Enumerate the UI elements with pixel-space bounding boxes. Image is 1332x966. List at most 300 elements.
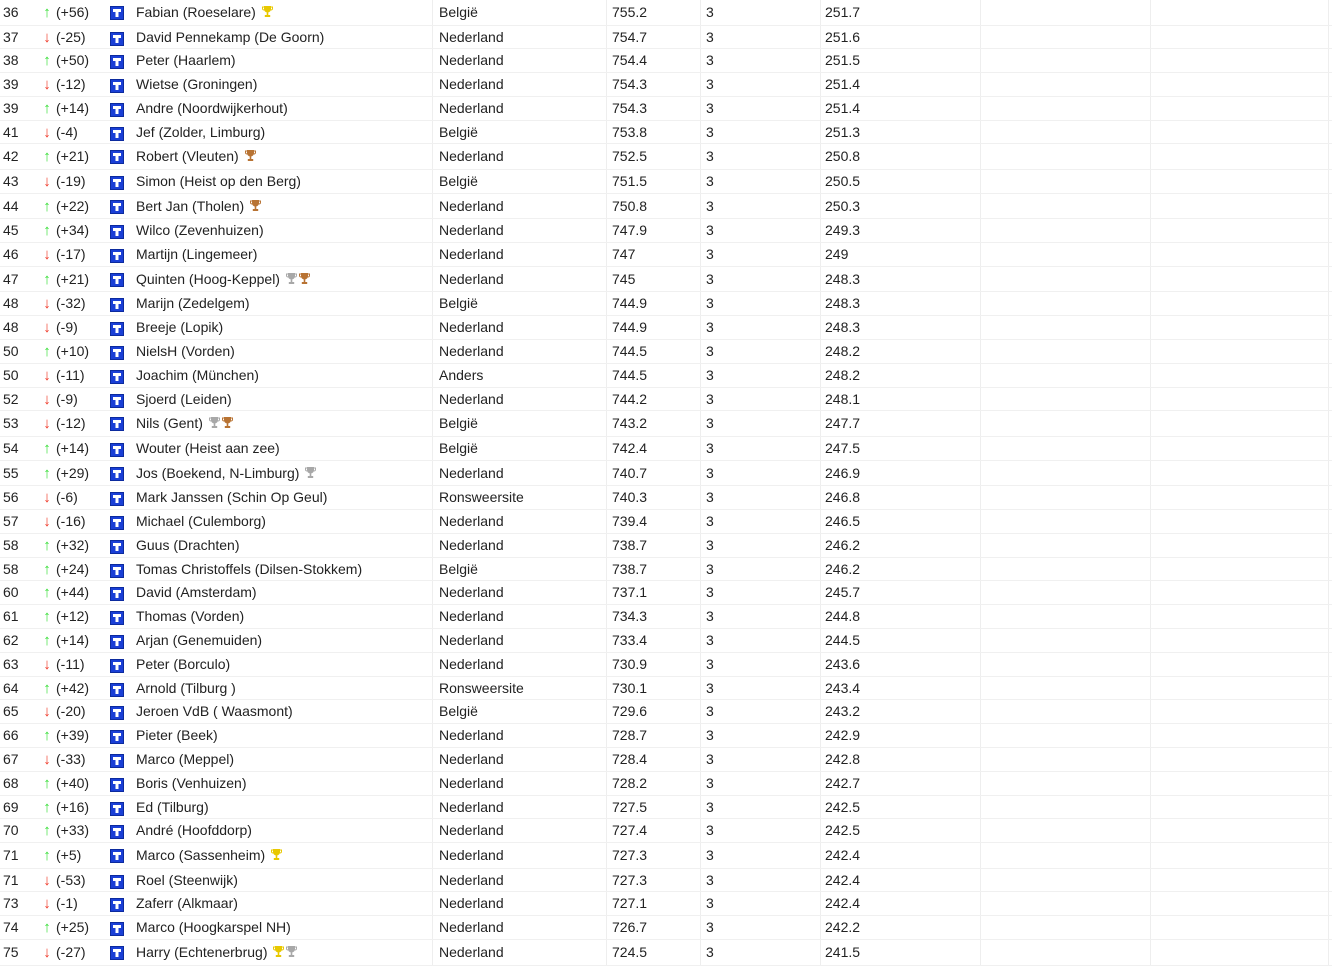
games-cell: 3 [706,123,714,140]
arrow-down-icon: ↓ [43,512,51,530]
team-flag-icon[interactable] [110,6,124,20]
arrow-up-icon: ↑ [43,99,51,117]
rank-change-cell: (-11) [56,655,85,672]
games-cell: 3 [706,560,714,577]
player-name-cell[interactable] [136,0,273,26]
rank-cell: 69 [3,798,19,815]
player-name[interactable]: Jeroen VdB ( Waasmont) [136,703,293,720]
average-cell: 249 [825,246,849,263]
rank-change-cell: (-12) [56,415,86,432]
table-row [0,411,1332,437]
table-row [0,819,1332,843]
player-name[interactable]: Wietse (Groningen) [136,76,258,93]
games-cell: 3 [706,28,714,45]
arrow-up-icon: ↑ [43,919,51,937]
games-cell: 3 [706,512,714,529]
country-cell: België [439,123,478,140]
table-row [0,461,1332,487]
rank-change-cell: (-11) [56,366,85,383]
team-flag-icon[interactable] [110,322,124,336]
rank-cell: 61 [3,608,19,625]
table-row [0,49,1332,73]
player-name-cell[interactable] [136,916,291,940]
score-cell: 744.5 [612,366,648,383]
arrow-down-icon: ↓ [43,366,51,384]
games-cell: 3 [706,76,714,93]
rank-cell: 62 [3,631,19,648]
player-name-cell[interactable] [136,219,264,243]
team-flag-icon[interactable] [110,370,124,384]
team-flag-icon[interactable] [110,659,124,673]
average-cell: 243.4 [825,679,861,696]
score-cell: 726.7 [612,919,648,936]
average-cell: 248.3 [825,270,861,287]
trophy-icon [286,945,297,958]
arrow-up-icon: ↑ [43,560,51,578]
average-cell: 250.8 [825,148,861,165]
score-cell: 728.7 [612,727,648,744]
player-name[interactable]: Ed (Tilburg) [136,798,209,815]
player-name[interactable]: Jef (Zolder, Limburg) [136,123,266,140]
rank-change-cell: (+21) [56,270,90,287]
games-cell: 3 [706,390,714,407]
average-cell: 247.7 [825,415,861,432]
team-flag-icon[interactable] [110,516,124,530]
player-name[interactable]: Quinten (Hoog-Keppel) [136,270,280,287]
arrow-up-icon: ↑ [43,52,51,70]
player-name[interactable]: Arjan (Genemuiden) [136,631,263,648]
score-cell: 740.3 [612,489,648,506]
arrow-up-icon: ↑ [43,727,51,745]
player-name-cell[interactable] [136,819,252,843]
player-name[interactable]: Arnold (Tilburg ) [136,679,236,696]
table-row [0,629,1332,653]
arrow-up-icon: ↑ [43,536,51,554]
average-cell: 247.5 [825,439,861,456]
games-cell: 3 [706,342,714,359]
player-name-cell[interactable] [136,411,233,437]
player-name-cell[interactable] [136,534,239,558]
table-row [0,170,1332,194]
country-cell: Ronsweersite [439,489,524,506]
average-cell: 244.5 [825,631,861,648]
rank-cell: 71 [3,871,19,888]
player-name-cell[interactable] [136,940,297,966]
country-cell: Nederland [439,919,504,936]
rank-cell: 50 [3,366,19,383]
rank-cell: 39 [3,76,19,93]
player-name[interactable]: Fabian (Roeselare) [136,4,256,20]
player-name[interactable]: Jos (Boekend, N-Limburg) [136,464,300,481]
games-cell: 3 [706,822,714,839]
player-name-cell[interactable] [136,677,236,701]
rank-cell: 57 [3,512,19,529]
player-name-cell[interactable] [136,292,250,316]
arrow-up-icon: ↑ [43,822,51,840]
player-name[interactable]: Thomas (Vorden) [136,608,245,625]
team-flag-icon[interactable] [110,802,124,816]
player-name[interactable]: NielsH (Vorden) [136,342,235,359]
player-name-cell[interactable] [136,629,262,653]
team-flag-icon[interactable] [110,564,124,578]
rank-change-cell: (+29) [56,464,90,481]
arrow-down-icon: ↓ [43,944,51,961]
rank-change-cell: (-25) [56,28,86,45]
score-cell: 738.7 [612,536,648,553]
rank-change-cell: (-17) [56,246,86,263]
team-flag-icon[interactable] [110,249,124,263]
table-row [0,772,1332,796]
player-name[interactable]: David (Amsterdam) [136,584,257,601]
player-name-cell[interactable] [136,605,244,629]
player-name-cell[interactable] [136,364,259,388]
player-name-cell[interactable] [136,892,238,916]
rank-cell: 60 [3,584,19,601]
team-flag-icon[interactable] [110,898,124,912]
arrow-up-icon: ↑ [43,222,51,240]
games-cell: 3 [706,270,714,287]
country-cell: Nederland [439,584,504,601]
player-name-cell[interactable] [136,388,232,412]
rank-cell: 48 [3,295,19,312]
country-cell: Nederland [439,631,504,648]
player-name[interactable]: Sjoerd (Leiden) [136,390,232,407]
table-row [0,316,1332,340]
player-name[interactable]: Pieter (Beek) [136,727,218,744]
country-cell: Nederland [439,750,504,767]
player-name-cell[interactable] [136,194,261,220]
average-cell: 242.4 [825,847,861,864]
table-row [0,388,1332,412]
trophy-icon [271,848,282,861]
player-name-cell[interactable] [136,843,282,869]
team-flag-icon[interactable] [110,417,124,431]
player-name[interactable]: Boris (Venhuizen) [136,774,247,791]
score-cell: 747 [612,246,636,263]
player-name-cell[interactable] [136,700,293,724]
arrow-up-icon: ↑ [43,608,51,626]
player-name-cell[interactable] [136,49,236,73]
country-cell: Nederland [439,798,504,815]
team-flag-icon[interactable] [110,346,124,360]
team-flag-icon[interactable] [110,467,124,481]
country-cell: Nederland [439,197,504,214]
team-flag-icon[interactable] [110,79,124,93]
player-name[interactable]: Martijn (Lingemeer) [136,246,258,263]
player-name-cell[interactable] [136,170,301,194]
games-cell: 3 [706,631,714,648]
average-cell: 242.4 [825,871,861,888]
player-name[interactable]: Mark Janssen (Schin Op Geul) [136,489,328,506]
team-flag-icon[interactable] [110,825,124,839]
arrow-down-icon: ↓ [43,76,51,94]
team-flag-icon[interactable] [110,394,124,408]
average-cell: 244.8 [825,608,861,625]
average-cell: 242.8 [825,750,861,767]
rank-change-cell: (-19) [56,172,86,189]
player-name-cell[interactable] [136,486,327,510]
rank-change-cell: (-12) [56,76,86,93]
player-name[interactable]: Wilco (Zevenhuizen) [136,222,264,239]
arrow-up-icon: ↑ [43,774,51,792]
arrow-up-icon: ↑ [43,631,51,649]
team-flag-icon[interactable] [110,55,124,69]
arrow-down-icon: ↓ [43,28,51,46]
rank-cell: 36 [3,4,19,20]
score-cell: 740.7 [612,464,648,481]
games-cell: 3 [706,798,714,815]
games-cell: 3 [706,4,714,20]
average-cell: 245.7 [825,584,861,601]
arrow-down-icon: ↓ [43,172,51,190]
score-cell: 727.3 [612,871,648,888]
rank-change-cell: (+14) [56,631,90,648]
score-cell: 727.3 [612,847,648,864]
team-flag-icon[interactable] [110,706,124,720]
average-cell: 251.4 [825,99,861,116]
rank-cell: 74 [3,919,19,936]
team-flag-icon[interactable] [110,875,124,889]
score-cell: 737.1 [612,584,648,601]
rank-cell: 64 [3,679,19,696]
team-flag-icon[interactable] [110,225,124,239]
games-cell: 3 [706,148,714,165]
rank-cell: 56 [3,489,19,506]
player-name-cell[interactable] [136,26,324,50]
trophy-icon [245,149,256,162]
score-cell: 727.1 [612,895,648,912]
player-name[interactable]: Andre (Noordwijkerhout) [136,99,288,116]
games-cell: 3 [706,774,714,791]
country-cell: België [439,295,478,312]
rank-change-cell: (+34) [56,222,90,239]
player-name-cell[interactable] [136,558,362,582]
table-row [0,219,1332,243]
rank-change-cell: (+10) [56,342,90,359]
table-row [0,558,1332,582]
player-name[interactable]: Wouter (Heist aan zee) [136,439,280,456]
rank-change-cell: (+40) [56,774,90,791]
player-name[interactable]: Bert Jan (Tholen) [136,197,245,214]
table-row [0,892,1332,916]
rank-cell: 58 [3,560,19,577]
trophy-list [265,847,282,863]
country-cell: Ronsweersite [439,679,524,696]
team-flag-icon[interactable] [110,103,124,117]
games-cell: 3 [706,222,714,239]
team-flag-icon[interactable] [110,778,124,792]
player-name[interactable]: Tomas Christoffels (Dilsen-Stokkem) [136,560,363,577]
table-row [0,869,1332,893]
rank-change-cell: (+32) [56,536,90,553]
games-cell: 3 [706,439,714,456]
player-name[interactable]: Joachim (München) [136,366,259,383]
trophy-icon [299,272,310,285]
team-flag-icon[interactable] [110,611,124,625]
player-name-cell[interactable] [136,97,288,121]
player-name-cell[interactable] [136,581,257,605]
average-cell: 249.3 [825,222,861,239]
games-cell: 3 [706,871,714,888]
table-row [0,916,1332,940]
player-name[interactable]: Nils (Gent) [136,415,203,432]
games-cell: 3 [706,847,714,864]
average-cell: 248.1 [825,390,861,407]
player-name[interactable]: Marco (Hoogkarspel NH) [136,919,291,936]
rank-cell: 75 [3,944,19,960]
country-cell: Nederland [439,390,504,407]
player-name[interactable]: Simon (Heist op den Berg) [136,172,301,189]
country-cell: België [439,415,478,432]
arrow-down-icon: ↓ [43,489,51,507]
games-cell: 3 [706,99,714,116]
table-row [0,700,1332,724]
score-cell: 727.5 [612,798,648,815]
team-flag-icon[interactable] [110,922,124,936]
team-flag-icon[interactable] [110,540,124,554]
table-row [0,486,1332,510]
average-cell: 242.7 [825,774,861,791]
rank-cell: 63 [3,655,19,672]
score-cell: 742.4 [612,439,648,456]
country-cell: Nederland [439,76,504,93]
player-name-cell[interactable] [136,869,238,893]
team-flag-icon[interactable] [110,492,124,506]
games-cell: 3 [706,52,714,69]
team-flag-icon[interactable] [110,200,124,214]
team-flag-icon[interactable] [110,849,124,863]
table-row [0,581,1332,605]
rank-change-cell: (+21) [56,148,90,165]
arrow-down-icon: ↓ [43,123,51,141]
player-name-cell[interactable] [136,653,230,677]
country-cell: Nederland [439,847,504,864]
team-flag-icon[interactable] [110,127,124,141]
player-name-cell[interactable] [136,796,209,820]
player-name[interactable]: Marijn (Zedelgem) [136,295,250,312]
team-flag-icon[interactable] [110,730,124,744]
table-row [0,243,1332,267]
player-name[interactable]: Zaferr (Alkmaar) [136,895,238,912]
score-cell: 739.4 [612,512,648,529]
rank-cell: 37 [3,28,19,45]
player-name[interactable]: Robert (Vleuten) [136,148,239,165]
average-cell: 251.3 [825,123,861,140]
player-name-cell[interactable] [136,243,257,267]
rank-cell: 53 [3,415,19,432]
player-name-cell[interactable] [136,73,257,97]
player-name-cell[interactable] [136,724,218,748]
arrow-down-icon: ↓ [43,390,51,408]
player-name[interactable]: Peter (Haarlem) [136,52,236,69]
player-name[interactable]: André (Hoofddorp) [136,822,252,839]
team-flag-icon[interactable] [110,443,124,457]
score-cell: 754.7 [612,28,648,45]
country-cell: Nederland [439,895,504,912]
average-cell: 243.6 [825,655,861,672]
rank-cell: 43 [3,172,19,189]
player-name[interactable]: Roel (Steenwijk) [136,871,238,888]
team-flag-icon[interactable] [110,298,124,312]
player-name[interactable]: Peter (Borculo) [136,655,231,672]
player-name-cell[interactable] [136,340,235,364]
arrow-up-icon: ↑ [43,847,51,865]
player-name-cell[interactable] [136,748,234,772]
average-cell: 248.3 [825,295,861,312]
rank-change-cell: (+42) [56,679,90,696]
average-cell: 246.2 [825,560,861,577]
player-name[interactable]: Guus (Drachten) [136,536,240,553]
country-cell: Nederland [439,99,504,116]
score-cell: 729.6 [612,703,648,720]
score-cell: 730.9 [612,655,648,672]
team-flag-icon[interactable] [110,683,124,697]
arrow-up-icon: ↑ [43,584,51,602]
average-cell: 248.3 [825,319,861,336]
player-name[interactable]: Marco (Sassenheim) [136,847,266,864]
arrow-up-icon: ↑ [43,464,51,482]
rank-change-cell: (+5) [56,847,82,864]
country-cell: Nederland [439,536,504,553]
rank-cell: 42 [3,148,19,165]
score-cell: 738.7 [612,560,648,577]
trophy-list [244,198,261,214]
team-flag-icon[interactable] [110,150,124,164]
rank-cell: 39 [3,99,19,116]
average-cell: 242.9 [825,727,861,744]
games-cell: 3 [706,295,714,312]
country-cell: Nederland [439,342,504,359]
country-cell: Nederland [439,246,504,263]
team-flag-icon[interactable] [110,32,124,46]
player-name-cell[interactable] [136,144,256,170]
score-cell: 753.8 [612,123,648,140]
team-flag-icon[interactable] [110,754,124,768]
player-name-cell[interactable] [136,437,280,461]
table-row [0,144,1332,170]
player-name[interactable]: Breeje (Lopik) [136,319,224,336]
player-name[interactable]: Michael (Culemborg) [136,512,266,529]
player-name-cell[interactable] [136,267,310,293]
average-cell: 242.2 [825,919,861,936]
score-cell: 754.3 [612,76,648,93]
rank-change-cell: (-16) [56,512,86,529]
team-flag-icon[interactable] [110,273,124,287]
player-name[interactable]: Marco (Meppel) [136,750,235,767]
rank-change-cell: (-1) [56,895,78,912]
table-row [0,0,1332,26]
player-name-cell[interactable] [136,461,316,487]
team-flag-icon[interactable] [110,587,124,601]
player-name[interactable]: Harry (Echtenerbrug) [136,944,268,960]
score-cell: 730.1 [612,679,648,696]
arrow-up-icon: ↑ [43,679,51,697]
rank-cell: 70 [3,822,19,839]
arrow-down-icon: ↓ [43,319,51,337]
player-name-cell[interactable] [136,772,247,796]
player-name-cell[interactable] [136,316,223,340]
player-name-cell[interactable] [136,510,266,534]
player-name[interactable]: David Pennekamp (De Goorn) [136,28,325,45]
player-name-cell[interactable] [136,121,265,145]
score-cell: 754.3 [612,99,648,116]
team-flag-icon[interactable] [110,176,124,190]
average-cell: 242.4 [825,895,861,912]
rank-change-cell: (+33) [56,822,90,839]
country-cell: Nederland [439,148,504,165]
average-cell: 246.5 [825,512,861,529]
team-flag-icon[interactable] [110,635,124,649]
